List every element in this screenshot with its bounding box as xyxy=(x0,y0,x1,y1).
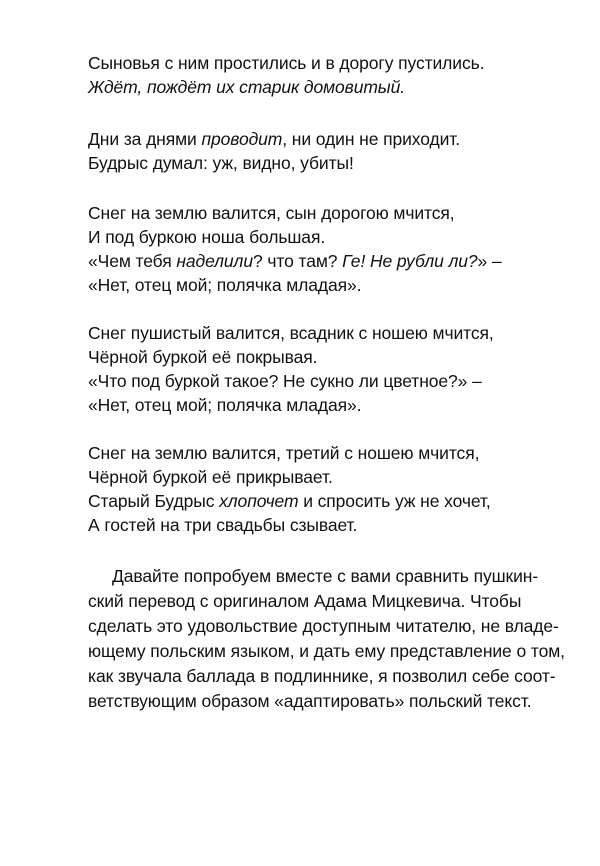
poem-line xyxy=(88,321,494,345)
poem-line xyxy=(88,369,494,393)
italic-text: Ждёт, пождёт их старик домовитый. xyxy=(88,77,405,97)
text-run: Снег на землю валится, третий с ношею мчится, xyxy=(88,443,480,463)
text-run: И под буркою ноша большая. xyxy=(88,227,326,247)
stanza xyxy=(88,321,494,417)
stanza xyxy=(88,127,460,175)
poem-line xyxy=(88,441,491,465)
poem-line xyxy=(88,249,502,273)
poem-line xyxy=(88,127,460,151)
stanza xyxy=(88,51,484,99)
text-run: Сыновья с ним простились и в дорогу пустились. xyxy=(88,53,485,73)
poem-line xyxy=(88,51,484,75)
text-run: «Нет, отец мой; полячка младая». xyxy=(88,395,362,415)
stanza xyxy=(88,441,491,537)
stanza xyxy=(88,201,502,297)
poem-line xyxy=(88,273,502,297)
text-run: Старый Будрыс xyxy=(88,491,220,511)
poem-line xyxy=(88,465,491,489)
paragraph-line: как звучала баллада в подлиннике, я позволил себе соот- xyxy=(88,666,556,686)
poem-line xyxy=(88,225,502,249)
text-run: Чёрной буркой её прикрывает. xyxy=(88,467,333,487)
poem-line xyxy=(88,75,484,99)
text-run: Будрыс думал: уж, видно, убиты! xyxy=(88,153,354,173)
text-run: «Что под буркой такое? Не сукно ли цветное?» – xyxy=(88,371,482,391)
text-run: » – xyxy=(477,251,502,271)
paragraph-line: ющему польским языком, и дать ему представление о том, xyxy=(88,641,565,661)
text-run: А гостей на три свадьбы сзывает. xyxy=(88,515,358,535)
italic-text: наделили xyxy=(176,251,253,271)
text-run: «Чем тебя xyxy=(88,251,177,271)
text-run: ? что там? xyxy=(252,251,343,271)
poem-line xyxy=(88,201,502,225)
poem-line xyxy=(88,151,460,175)
paragraph-line: ский перевод с оригиналом Адама Мицкевича. Чтобы xyxy=(88,591,522,611)
text-run: , ни один не приходит. xyxy=(282,129,461,149)
italic-text: проводит xyxy=(201,129,283,149)
paragraph-line: Давайте попробуем вместе с вами сравнить пушкин- xyxy=(112,566,539,586)
poem-line xyxy=(88,393,494,417)
paragraph-line: сделать это удовольствие доступным читателю, не владе- xyxy=(88,616,559,636)
text-run: Снег на землю валится, сын дорогою мчится, xyxy=(88,203,455,223)
text-run: и спросить уж не хочет, xyxy=(298,491,491,511)
paragraph-line: ветствующим образом «адаптировать» польский текст. xyxy=(88,691,532,711)
text-run: «Нет, отец мой; полячка младая». xyxy=(88,275,362,295)
text-run: Снег пушистый валится, всадник с ношею мчится, xyxy=(88,323,494,343)
poem-line xyxy=(88,345,494,369)
italic-text: Ге! Не рубли ли? xyxy=(342,251,478,271)
poem-line xyxy=(88,489,491,513)
italic-text: хлопочет xyxy=(219,491,299,511)
poem-line xyxy=(88,513,491,537)
commentary-paragraph xyxy=(88,564,565,714)
text-run: Дни за днями xyxy=(88,129,202,149)
text-run: Чёрной буркой её покрывая. xyxy=(88,347,318,367)
